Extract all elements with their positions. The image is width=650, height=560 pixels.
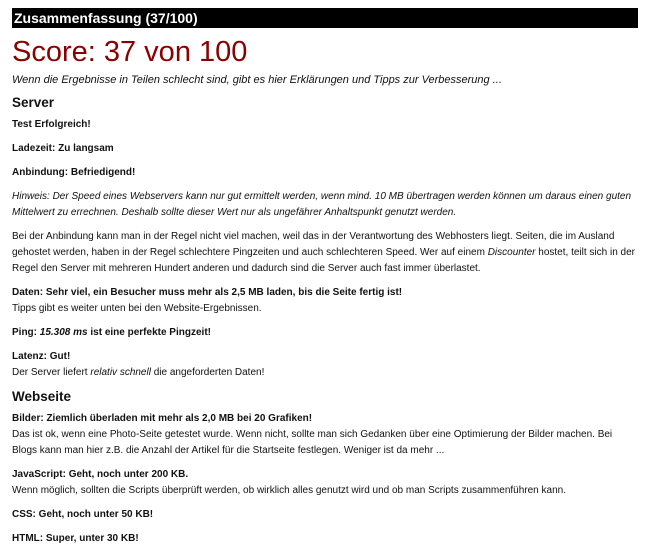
website-javascript-text: Wenn möglich, sollten die Scripts überprüft werden, ob wirklich alles genutzt wird und ob man Scripts zusammenführen kann. <box>12 485 566 496</box>
server-latenz-block <box>12 349 638 381</box>
intro-text: Wenn die Ergebnisse in Teilen schlecht sind, gibt es hier Erklärungen und Tipps zur Verbesserung ... <box>12 74 502 86</box>
website-bilder-block <box>12 411 638 459</box>
latenz-text-part1: Der Server liefert <box>12 367 91 378</box>
server-anbindung-text <box>12 229 638 277</box>
website-css: CSS: Geht, noch unter 50 KB! <box>12 509 154 520</box>
server-daten-tip: Tipps gibt es weiter unten bei den Website-Ergebnissen. <box>12 303 262 314</box>
server-ping <box>12 325 638 341</box>
server-test-result: Test Erfolgreich! <box>12 119 91 130</box>
website-heading: Webseite <box>12 389 72 404</box>
score-heading: Score: 37 von 100 <box>12 36 248 68</box>
website-bilder: Bilder: Ziemlich überladen mit mehr als 2,0 MB bei 20 Grafiken! <box>12 413 313 424</box>
website-js-block <box>12 467 638 499</box>
anbindung-text-discounter: Discounter <box>487 247 536 258</box>
website-bilder-text: Das ist ok, wenn eine Photo-Seite getestet wurde. Wenn nicht, sollte man sich Gedanken über eine Optimierung der Bilder machen. Bei Blogs kann man hier z.B. die Anzahl der Artikel für die Startseite festlegen. Weniger ist da mehr ... <box>12 429 613 456</box>
website-html: HTML: Super, unter 30 KB! <box>12 533 139 544</box>
server-anbindung: Anbindung: Befriedigend! <box>12 167 136 178</box>
ping-value: 15.308 ms <box>39 327 88 338</box>
anbindung-text-part2: hostet, teilt sich in der Regel den Server mit mehreren Hundert anderen und dadurch sind die Server auch fast immer überlastet. <box>12 247 635 274</box>
latenz-text-emph: relativ schnell <box>90 367 151 378</box>
server-ladezeit: Ladezeit: Zu langsam <box>12 143 114 154</box>
server-heading: Server <box>12 95 55 110</box>
anbindung-text-part1: Bei der Anbindung kann man in der Regel nicht viel machen, weil das in der Verantwortung des Webhosters liegt. Seiten, die im Ausland gehostet werden, haben in der Regel schlechtere Pingzeiten und auch schlechteren Speed. Wer auf einem <box>12 231 615 258</box>
server-daten-block <box>12 285 638 317</box>
ping-suffix: ist eine perfekte Pingzeit! <box>87 327 211 338</box>
summary-title-bar: Zusammenfassung (37/100) <box>12 8 638 28</box>
ping-prefix: Ping: <box>12 327 40 338</box>
latenz-text-part2: die angeforderten Daten! <box>150 367 265 378</box>
server-daten: Daten: Sehr viel, ein Besucher muss mehr als 2,5 MB laden, bis die Seite fertig ist! <box>12 287 403 298</box>
server-hinweis: Hinweis: Der Speed eines Webservers kann nur gut ermittelt werden, wenn mind. 10 MB übertragen werden können um daraus einen guten Mittelwert zu errechnen. Deshalb sollte dieser Wert nur als ungefährer Anhaltspunkt genutzt werden. <box>12 191 632 218</box>
server-latenz: Latenz: Gut! <box>12 351 71 362</box>
website-javascript: JavaScript: Geht, noch unter 200 KB. <box>12 469 189 480</box>
